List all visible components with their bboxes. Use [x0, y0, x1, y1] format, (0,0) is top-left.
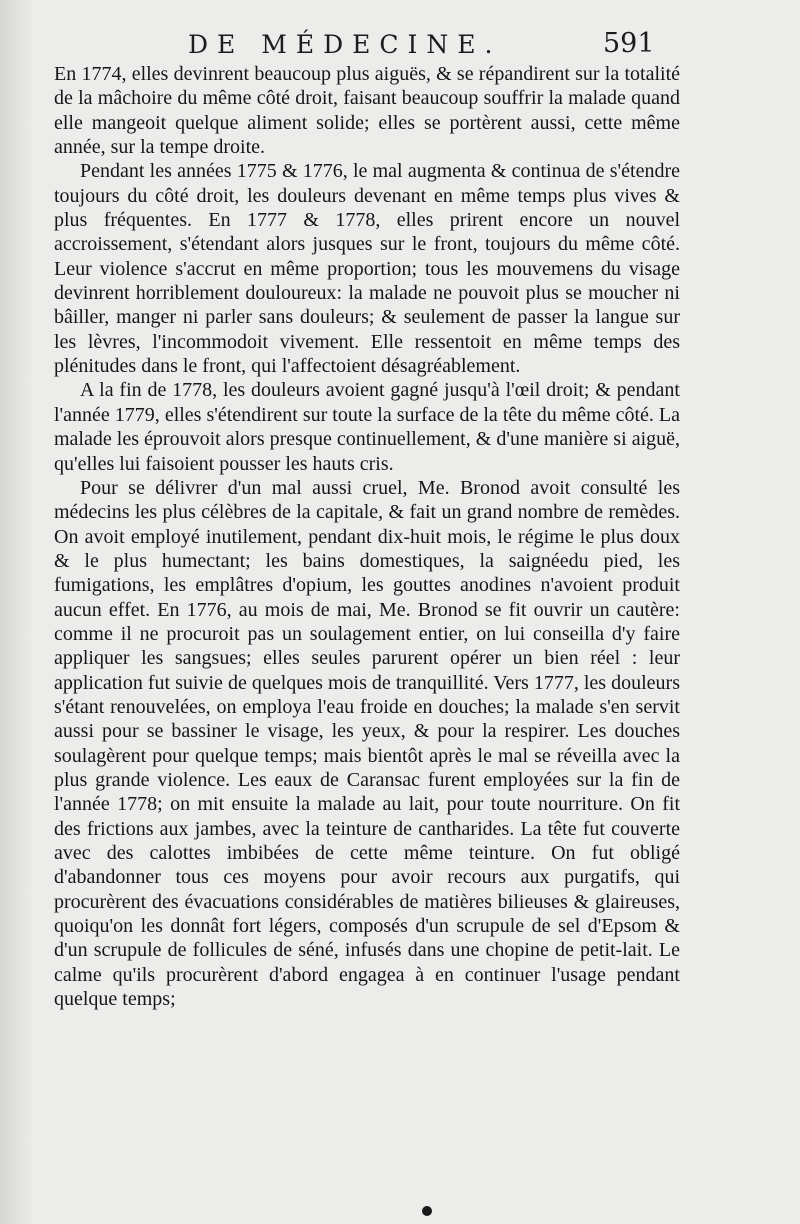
page-number: 591	[603, 28, 655, 59]
paragraph-1: En 1774, elles devinrent beaucoup plus aiguës, & se répandirent sur la totalité de la mâchoire du même côté droit, faisant beaucoup souffrir la malade quand elle mangeoit quelque aliment solide; elles se portèrent aussi, cette même année, sur la tempe droite.	[54, 63, 680, 159]
body-text	[54, 62, 680, 1011]
running-head: DE MÉDECINE.	[188, 30, 502, 59]
ink-dot	[422, 1206, 432, 1216]
paragraph-2: Pendant les années 1775 & 1776, le mal augmenta & continua de s'étendre toujours du côté droit, les douleurs devenant en même temps plus vives & plus fréquentes. En 1777 & 1778, elles prirent encore un nouvel accroissement, s'étendant alors jusques sur le front, toujours du même côté. Leur violence s'accrut en même proportion; tous les mouvemens du visage devinrent horriblement douloureux: la malade ne pouvoit plus se moucher ni bâiller, manger ni parler sans douleurs; & seulement de passer la langue sur les lèvres, l'incommodoit vivement. Elle ressentoit en même temps des plénitudes dans le front, qui l'affectoient désagréablement.	[54, 160, 680, 378]
paragraph-4: Pour se délivrer d'un mal aussi cruel, Me. Bronod avoit consulté les médecins les plus célèbres de la capitale, & fait un grand nombre de remèdes. On avoit employé inutilement, pendant dix-huit mois, le régime le plus doux & le plus humectant; les bains domestiques, la saignéedu pied, les fumigations, les emplâtres d'opium, les gouttes anodines n'avoient produit aucun effet. En 1776, au mois de mai, Me. Bronod se fit ouvrir un cautère: comme il ne procuroit pas un soulagement entier, on lui conseilla d'y faire appliquer les sangsues; elles seules parurent opérer un bien réel : leur application fut suivie de quelques mois de tranquillité. Vers 1777, les douleurs s'étant renouvelées, on employa l'eau froide en douches; la malade s'en servit aussi pour se bassiner le visage, les yeux, & pour la respirer. Les douches soulagèrent pour quelque temps; mais bientôt après le mal se réveilla avec la plus grande violence. Les eaux de Caransac furent employées sur la fin de l'année 1778; on mit ensuite la malade au lait, pour toute nourriture. On fit des frictions aux jambes, avec la teinture de cantharides. La tête fut couverte avec des calottes imbibées de cette même teinture. On fut obligé d'abandonner tous ces moyens pour avoir recours aux purgatifs, qui procurèrent des évacuations considérables de matières bilieuses & glaireuses, quoiqu'on les donnât fort légers, composés d'un scrupule de sel d'Epsom & d'un scrupule de follicules de séné, infusés dans une chopine de petit-lait. Le calme qu'ils procurèrent d'abord engagea à en continuer l'usage pendant quelque temps;	[54, 476, 680, 1011]
gutter-shadow	[0, 0, 34, 1224]
paragraph-3: A la fin de 1778, les douleurs avoient gagné jusqu'à l'œil droit; & pendant l'année 1779, elles s'étendirent sur toute la surface de la tête du même côté. La malade les éprouvoit alors presque continuellement, & d'une manière si aiguë, qu'elles lui faisoient pousser les hauts cris.	[54, 379, 680, 475]
page-header	[0, 26, 800, 66]
